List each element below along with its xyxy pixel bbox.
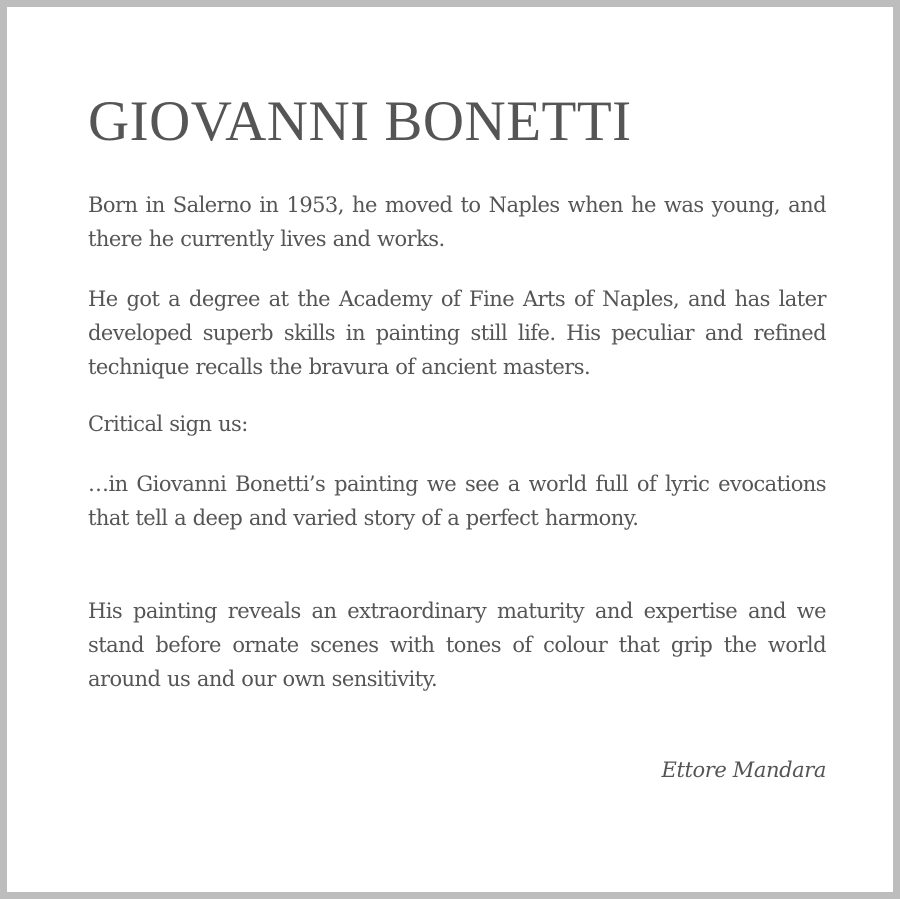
critical-quote-paragraph: …in Giovanni Bonetti’s painting we see a world full of lyric evocations that tell a deep and varied story of a perfect harmony. xyxy=(88,472,826,530)
document-body xyxy=(88,87,826,782)
education-paragraph: He got a degree at the Academy of Fine Arts of Naples, and has later developed superb skills in painting still life. His peculiar and refined technique recalls the bravura of ancient masters. xyxy=(88,287,826,379)
document-title: GIOVANNI BONETTI xyxy=(88,90,632,153)
author-signature: Ettore Mandara xyxy=(661,758,826,782)
critical-quote-paragraph-2: His painting reveals an extraordinary maturity and expertise and we stand before ornate scenes with tones of colour that grip the world around us and our own sensitivity. xyxy=(88,599,826,691)
biography-paragraph: Born in Salerno in 1953, he moved to Naples when he was young, and there he currently lives and works. xyxy=(88,193,826,251)
critical-heading: Critical sign us: xyxy=(88,412,248,436)
